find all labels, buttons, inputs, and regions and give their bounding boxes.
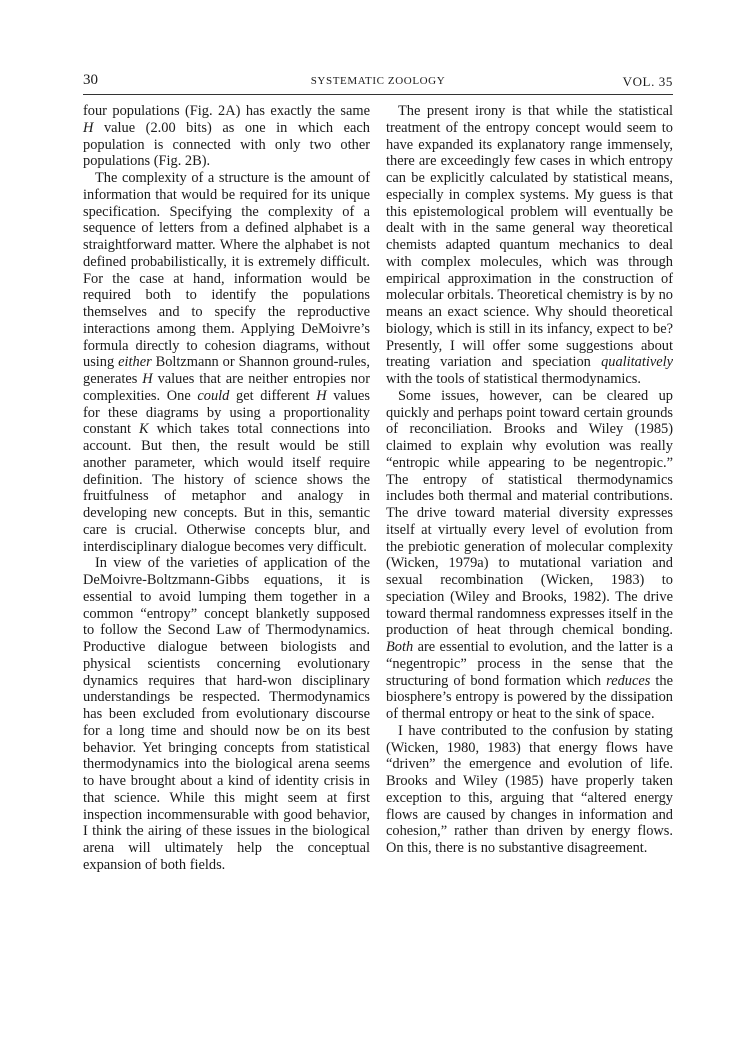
header-rule xyxy=(83,94,673,95)
volume-label: VOL. 35 xyxy=(622,74,673,89)
text-run: values for these diagrams by using a proportionality constant xyxy=(83,387,370,438)
paragraph xyxy=(386,388,673,723)
text-run: The complexity of a structure is the amount of information that would be required for its unique specification. Specifying the complexity of a sequence of letters from a defined alphabet is a straightforward matter. Where the alphabet is not defined probabilistically, it is extremely difficult. For the case at hand, information would be required both to identify the populations themselves and to specify the reproductive interactions among them. Applying DeMoivre’s formula directly to cohesion diagrams, without using xyxy=(83,170,370,371)
text-run: the biosphere’s entropy is powered by the dissipation of thermal entropy or heat to the sink of space. xyxy=(386,672,673,722)
italic-text: either xyxy=(118,354,152,371)
text-run: I have contributed to the confusion by stating (Wicken, 1980, 1983) that energy flows have “driven” the emergence and evolution of life. Brooks and Wiley (1985) have properly taken exception to this, arguing that “altered energy flows are caused by changes in information and cohesion,” rather than driven by energy flows. On this, there is no substantive disagreement. xyxy=(386,722,673,856)
text-run: with the tools of statistical thermodynamics. xyxy=(386,371,641,387)
page-number: 30 xyxy=(83,72,98,88)
italic-text: could xyxy=(197,387,230,404)
text-run: four populations (Fig. 2A) has exactly the same xyxy=(83,103,370,119)
text-run: Some issues, however, can be cleared up quickly and perhaps point toward certain grounds of reconciliation. Brooks and Wiley (1985) claimed to explain why evolution was really “entropic while appearing to be negentropic.” The entropy of statistical thermodynamics includes both thermal and material contributions. The drive toward material diversity expresses itself at virtually every level of evolution from the prebiotic generation of molecular complexity (Wicken, 1979a) to mutational variation and sexual recombination (Wicken, 1983) to speciation (Wiley and Brooks, 1982). The drive toward thermal randomness expresses itself in the production of heat through chemical bonding. xyxy=(386,387,673,639)
paragraph xyxy=(83,103,370,170)
text-run: are essential to evolution, and the latter is a “negentropic” process in the sense that the structuring of bond formation which xyxy=(386,639,673,689)
text-run: Boltzmann or Shannon ground-rules, generates xyxy=(83,354,370,387)
text-run: get different xyxy=(229,387,317,404)
right-column xyxy=(386,103,673,857)
text-run: value (2.00 bits) as one in which each population is connected with only two other populations (Fig. 2B). xyxy=(83,119,370,170)
italic-symbol: H xyxy=(83,119,94,136)
paragraph xyxy=(386,723,673,857)
italic-text: reduces xyxy=(606,672,651,689)
journal-title: SYSTEMATIC ZOOLOGY xyxy=(310,75,446,87)
left-column xyxy=(83,103,370,874)
paragraph xyxy=(386,103,673,388)
text-run: The present irony is that while the statistical treatment of the entropy concept would seem to have expanded its explanatory range immensely, there are exceedingly few cases in which entropy can be explicitly calculated by statistical means, especially in complex systems. My guess is that this epistemological problem will eventually be dealt with in the same general way theoretical chemists adapted quantum mechanics to deal with complex molecules, which was through empirical approximation in the construction of molecular orbitals. Theoretical chemistry is by no means an exact science. Why should theoretical biology, which is still in its infancy, expect to be? Presently, I will offer some suggestions about treating variation and speciation xyxy=(386,103,673,371)
running-header xyxy=(83,70,673,92)
text-run: which takes total connections into account. But then, the result would be still another parameter, which would itself require definition. The history of science shows the fruitfulness of metaphor and analogy in developing new concepts. But in this, semantic care is crucial. Otherwise concepts blur, and interdisciplinary dialogue becomes very difficult. xyxy=(83,421,370,555)
italic-symbol: K xyxy=(138,421,149,438)
paragraph xyxy=(83,555,370,873)
paragraph xyxy=(83,170,370,555)
italic-text: qualitatively xyxy=(601,354,673,371)
italic-symbol: H xyxy=(142,371,153,387)
text-run: In view of the varieties of application of the DeMoivre-Boltzmann-Gibbs equations, it is essential to avoid lumping them together in a common “entropy” concept blanketly supposed to follow the Second Law of Thermodynamics. Productive dialogue between biologists and physical scientists concerning evolutionary dynamics requires that hard-won disciplinary understandings be respected. Thermodynamics has been excluded from evolutionary discourse for a long time and should now be on its best behavior. Yet bringing concepts from statistical thermodynamics into the biological arena seems to have brought about a kind of identity crisis in that science. While this might seem at first inspection incommensurable with good behavior, I think the airing of these issues in the biological arena will ultimately help the conceptual expansion of both fields. xyxy=(83,555,370,873)
italic-text: Both xyxy=(386,639,414,655)
text-run: values that are neither entropies nor complexities. One xyxy=(83,371,370,404)
italic-symbol: H xyxy=(316,387,327,404)
